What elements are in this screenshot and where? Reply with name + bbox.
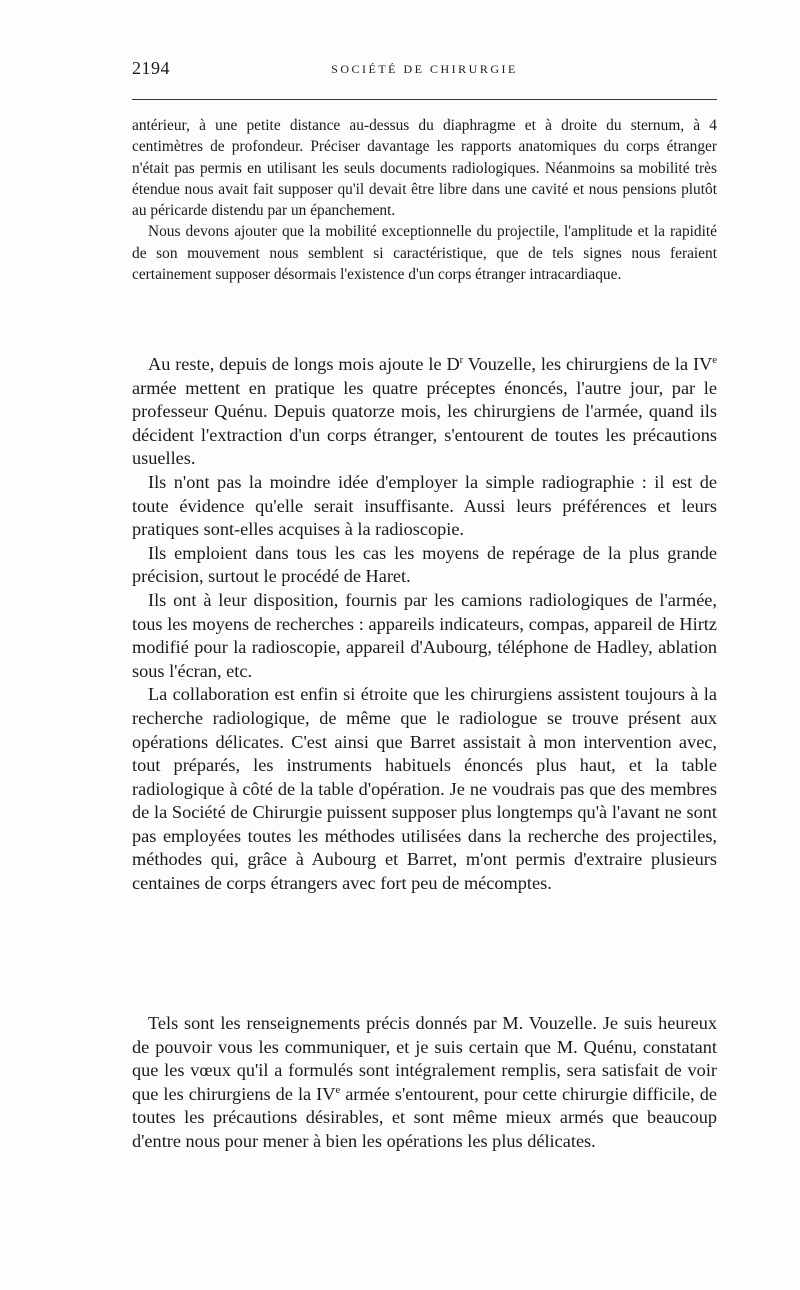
header-rule — [132, 99, 717, 100]
paragraph-tels-sont: Tels sont les renseignements précis donnés par M. Vouzelle. Je suis heureux de pouvoir vous les communiquer, et je suis certain que M. Quénu, constatant que les vœux qu'il a formulés sont intégralement remplis, sera satisfait de voir que les chirurgiens de la IVe armée s'entourent, pour cette chirurgie difficile, de toutes les précautions désirables, et sont même mieux armés que beaucoup d'entre nous pour mener à bien les opérations les plus délicates. — [132, 1013, 717, 1151]
paragraph-reperage: Ils emploient dans tous les cas les moyens de repérage de la plus grande précision, surtout le procédé de Haret. — [132, 542, 717, 587]
paragraph-radiographie: Ils n'ont pas la moindre idée d'employer la simple radiographie : il est de toute évidence qu'elle serait insuffisante. Aussi leurs préférences et leurs pratiques sont-elles acquises à la radioscopie. — [132, 471, 717, 540]
paragraph-collaboration: La collaboration est enfin si étroite que les chirurgiens assistent toujours à la recherche radiologique, de même que le radiologue se trouve présent aux opérations délicates. C'est ainsi que Barret assistait à mon intervention avec, tout préparés, les instruments habituels énoncés plus haut, et la table radiologique à côté de la table d'opération. Je ne voudrais pas que des membres de la Société de Chirurgie puissent supposer plus longtemps qu'à l'avant ne sont pas employées toutes les méthodes utilisées dans la recherche des projectiles, méthodes qui, grâce à Aubourg et Barret, m'ont permis d'extraire plusieurs centaines de corps étrangers avec fort peu de mécomptes. — [132, 684, 717, 894]
main-text-block — [132, 353, 717, 896]
page-header — [132, 58, 717, 88]
paragraph-au-reste: Au reste, depuis de longs mois ajoute le $D^r$ Vouzelle, les chirurgiens de la IVe armée mettent en pratique les quatre préceptes énoncés, l'autre jour, par le professeur Quénu. Depuis quatorze mois, les chirurgiens de l'armée, quand ils décident l'extraction d'un corps étranger, s'entourent de toutes les précautions usuelles. — [132, 354, 717, 469]
paragraph-disposition: Ils ont à leur disposition, fournis par les camions radiologiques de l'armée, tous les moyens de recherches : appareils indicateurs, compas, appareil de Hirtz modifié pour la radioscopie, appareil d'Aubourg, téléphone de Hadley, ablation sous l'écran, etc. — [132, 589, 717, 681]
page-number: 2194 — [132, 58, 170, 78]
running-title: SOCIÉTÉ DE CHIRURGIE — [331, 62, 518, 76]
paragraph-mobilite: Nous devons ajouter que la mobilité exceptionnelle du projectile, l'amplitude et la rapidité de son mouvement nous semblent si caractéristique, que de tels signes nous feraient certainement supposer désormais l'existence d'un corps étranger intracardiaque. — [132, 223, 717, 284]
closing-text-block — [132, 1012, 717, 1154]
paragraph-continued: antérieur, à une petite distance au-dessus du diaphragme et à droite du sternum, à 4 centimètres de profondeur. Préciser davantage les rapports anatomiques du corps étranger n'était pas permis en utilisant les seuls documents radiologiques. Néanmoins sa mobilité très étendue nous avait fait supposer qu'il devait être libre dans une cavité et nous pensions plutôt au péricarde distendu par un épanchement. — [132, 117, 717, 220]
small-print-block — [132, 115, 717, 285]
